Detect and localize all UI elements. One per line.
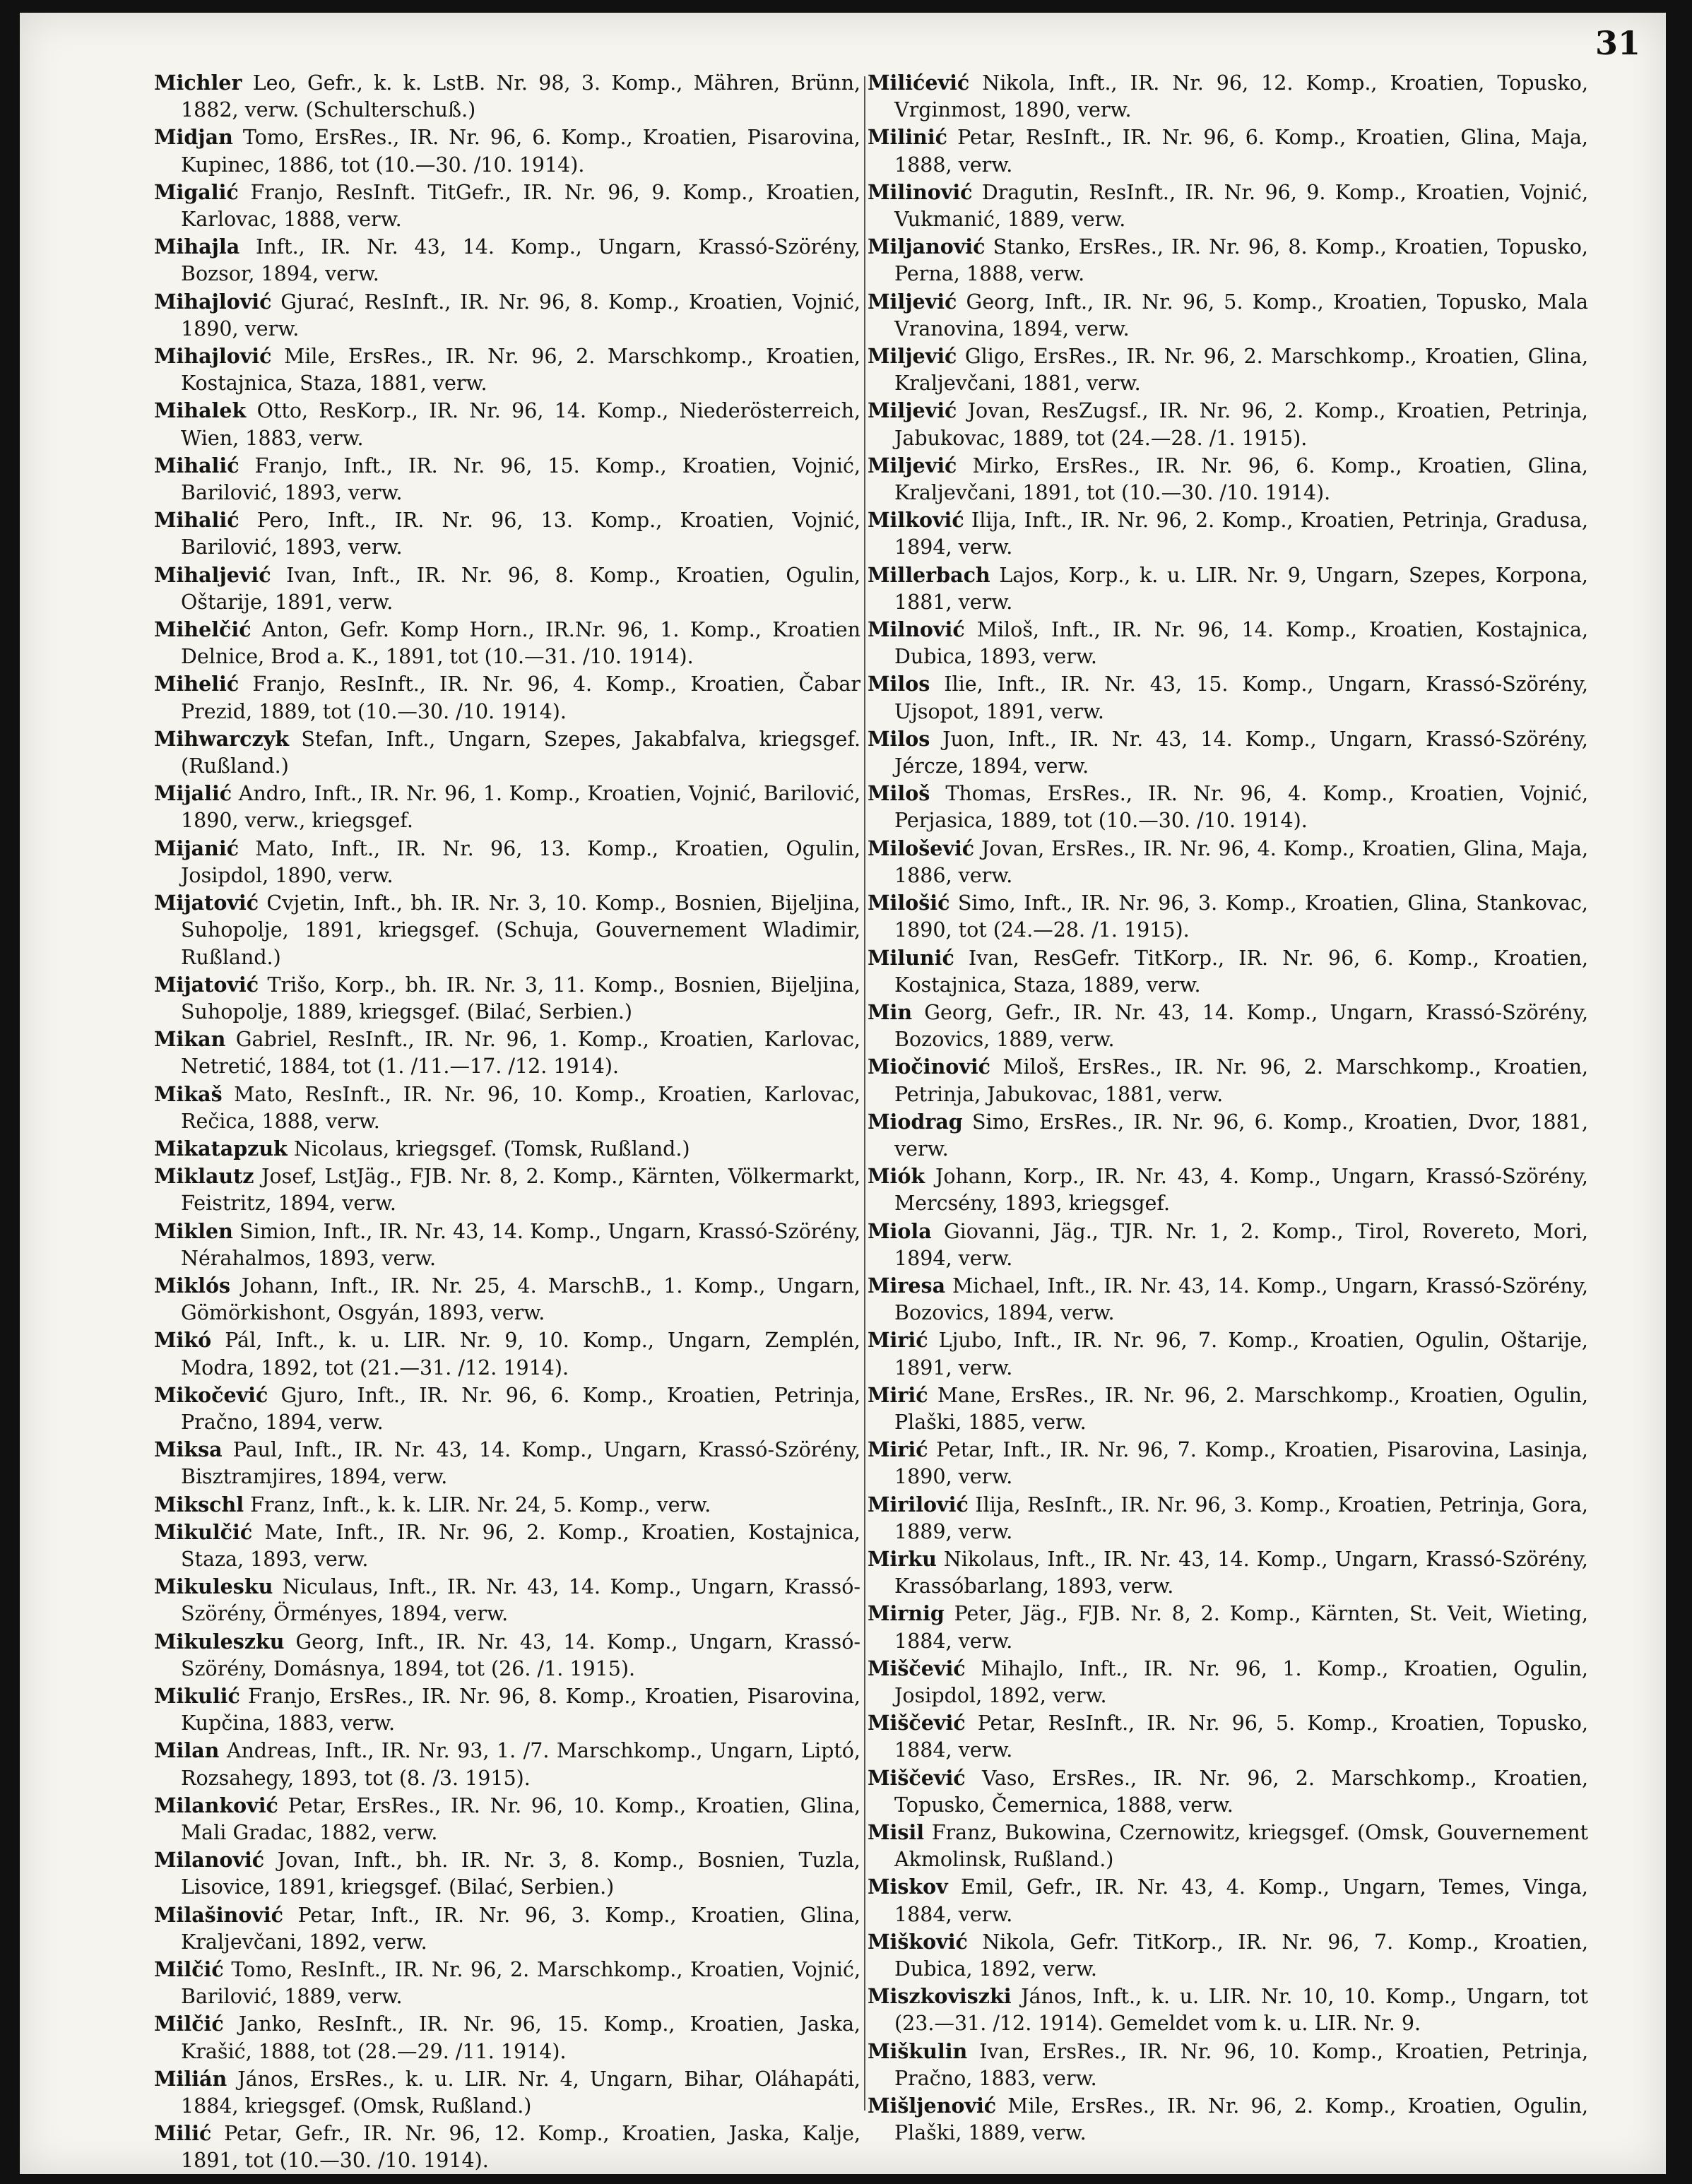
entry-surname: Miksa (154, 1437, 223, 1462)
entry-surname: Miljević (868, 398, 957, 423)
entry-surname: Mihalek (154, 398, 247, 423)
entry-details: Ivan, Inft., IR. Nr. 96, 8. Komp., Kroatien, Ogulin, Oštarije, 1891, verw. (181, 563, 860, 614)
entry-surname: Milinić (868, 125, 947, 150)
entry-surname: Midjan (154, 125, 233, 150)
register-entry (154, 2010, 860, 2065)
entry-surname: Milošić (868, 891, 950, 915)
entry-surname: Mirić (868, 1437, 928, 1462)
entry-surname: Mikó (154, 1328, 212, 1353)
entry-details: Georg, Gefr., IR. Nr. 43, 14. Komp., Ungarn, Krassó-Szörény, Bozovics, 1889, verw. (894, 1000, 1589, 1052)
entry-surname: Mihelčić (154, 617, 252, 642)
entry-surname: Mikaš (154, 1081, 223, 1106)
register-entry (154, 343, 860, 397)
entry-surname: Milanović (154, 1848, 265, 1873)
entry-surname: Miočinović (868, 1055, 991, 1079)
register-entry (868, 179, 1588, 233)
register-entry (154, 1519, 860, 1573)
register-entry (154, 1135, 860, 1163)
entry-surname: Miščević (868, 1765, 966, 1790)
entry-surname: Mirnig (868, 1601, 945, 1626)
entry-details: Georg, Inft., IR. Nr. 43, 14. Komp., Ungarn, Krassó-Szörény, Domásnya, 1894, tot (26. /1. 1915). (181, 1630, 861, 1680)
entry-details: Jovan, ErsRes., IR. Nr. 96, 4. Komp., Kroatien, Glina, Maja, 1886, verw. (894, 836, 1589, 887)
entry-details: Petar, ResInft., IR. Nr. 96, 5. Komp., Kroatien, Topusko, 1884, verw. (894, 1711, 1589, 1762)
entry-details: Petar, ResInft., IR. Nr. 96, 6. Komp., Kroatien, Glina, Maja, 1888, verw. (894, 126, 1588, 177)
register-entry (154, 1846, 860, 1901)
entry-surname: Mikuleszku (154, 1629, 285, 1654)
entry-surname: Mihaljević (154, 562, 271, 587)
entry-details: Mato, ResInft., IR. Nr. 96, 10. Komp., Kroatien, Karlovac, Rečica, 1888, verw. (181, 1082, 860, 1133)
entry-details: Mane, ErsRes., IR. Nr. 96, 2. Marschkomp., Kroatien, Ogulin, Plaški, 1885, verw. (894, 1383, 1589, 1434)
entry-details: Petar, ErsRes., IR. Nr. 96, 10. Komp., Kroatien, Glina, Mali Gradac, 1882, verw. (181, 1793, 860, 1844)
entry-details: Ilie, Inft., IR. Nr. 43, 15. Komp., Ungarn, Krassó-Szörény, Ujsopot, 1891, verw. (894, 672, 1588, 723)
entry-details: Mile, ErsRes., IR. Nr. 96, 2. Komp., Kroatien, Ogulin, Plaški, 1889, verw. (894, 2094, 1589, 2145)
entry-details: Ljubo, Inft., IR. Nr. 96, 7. Komp., Kroatien, Ogulin, Oštarije, 1891, verw. (894, 1329, 1588, 1379)
entry-details: Mirko, ErsRes., IR. Nr. 96, 6. Komp., Kroatien, Glina, Kraljevčani, 1891, tot (10.—30. /10. 1914). (894, 453, 1588, 505)
register-entry (868, 1819, 1588, 1873)
register-entry (868, 124, 1588, 178)
left-column (154, 69, 860, 2175)
entry-details: Michael, Inft., IR. Nr. 43, 14. Komp., Ungarn, Krassó-Szörény, Bozovics, 1894, verw. (894, 1274, 1589, 1325)
entry-details: Nicolaus, kriegsgef. (Tomsk, Rußland.) (293, 1136, 690, 1161)
entry-details: Simo, ErsRes., IR. Nr. 96, 6. Komp., Kroatien, Dvor, 1881, verw. (894, 1110, 1589, 1161)
entry-details: Vaso, ErsRes., IR. Nr. 96, 2. Marschkomp., Kroatien, Topusko, Čemernica, 1888, verw. (894, 1766, 1589, 1817)
register-entry (868, 780, 1588, 834)
register-entry (154, 1628, 860, 1682)
entry-details: Franjo, Inft., IR. Nr. 96, 15. Komp., Kroatien, Vojnić, Barilović, 1893, verw. (181, 453, 861, 505)
entry-details: Emil, Gefr., IR. Nr. 43, 4. Komp., Ungarn, Temes, Vinga, 1884, verw. (894, 1875, 1588, 1926)
entry-surname: Mirku (868, 1546, 937, 1571)
entry-surname: Milan (154, 1738, 220, 1763)
entry-details: Pál, Inft., k. u. LIR. Nr. 9, 10. Komp., Ungarn, Zemplén, Modra, 1892, tot (21.—31. /12. 1914). (181, 1329, 860, 1379)
entry-surname: Mikatapzuk (154, 1136, 288, 1161)
right-column (868, 69, 1588, 2147)
entry-details: Thomas, ErsRes., IR. Nr. 96, 4. Komp., Kroatien, Vojnić, Perjasica, 1889, tot (10.—30. /10. 1914). (894, 782, 1589, 833)
register-entry (868, 1053, 1588, 1108)
entry-surname: Mijatović (154, 972, 259, 997)
entry-details: Gabriel, ResInft., IR. Nr. 96, 1. Komp., Kroatien, Karlovac, Netretić, 1884, tot (1. /11.—17. /12. 1914). (181, 1028, 860, 1079)
register-entry (868, 835, 1588, 889)
register-entry (868, 2092, 1588, 2147)
entry-details: Paul, Inft., IR. Nr. 43, 14. Komp., Ungarn, Krassó-Szörény, Bisztramjires, 1894, verw. (181, 1438, 861, 1489)
entry-surname: Mihalić (154, 508, 239, 533)
register-entry (868, 69, 1588, 124)
entry-details: Josef, LstJäg., FJB. Nr. 8, 2. Komp., Kärnten, Völkermarkt, Feistritz, 1894, verw. (181, 1165, 861, 1216)
register-entry (868, 562, 1588, 616)
entry-details: Stefan, Inft., Ungarn, Szepes, Jakabfalva, kriegsgef. (Rußland.) (181, 727, 860, 778)
entry-surname: Mijatović (154, 891, 259, 915)
register-entry (868, 1709, 1588, 1764)
entry-details: Johann, Korp., IR. Nr. 43, 4. Komp., Ungarn, Krassó-Szörény, Mercsény, 1893, kriegsgef. (894, 1165, 1588, 1216)
entry-details: Petar, Inft., IR. Nr. 96, 3. Komp., Kroatien, Glina, Kraljevčani, 1892, verw. (181, 1903, 860, 1954)
entry-surname: Michler (154, 71, 242, 95)
register-entry (868, 1928, 1588, 1983)
entry-surname: Min (868, 999, 913, 1024)
entry-surname: Miškulin (868, 2038, 968, 2063)
register-entry (154, 69, 860, 124)
entry-details: Ivan, ResGefr. TitKorp., IR. Nr. 96, 6. Komp., Kroatien, Kostajnica, Staza, 1889, verw. (894, 946, 1588, 997)
entry-details: Mihajlo, Inft., IR. Nr. 96, 1. Komp., Kroatien, Ogulin, Josipdol, 1892, verw. (894, 1656, 1588, 1707)
register-entry (868, 725, 1588, 780)
entry-surname: Milković (868, 508, 964, 533)
entry-surname: Misil (868, 1820, 925, 1844)
entry-surname: Mihelić (154, 672, 239, 696)
register-entry (868, 1491, 1588, 1545)
register-entry (868, 1163, 1588, 1217)
register-entry (868, 1764, 1588, 1819)
entry-details: Anton, Gefr. Komp Horn., IR.Nr. 96, 1. Komp., Kroatien Delnice, Brod a. K., 1891, tot (10.—31. /10. 1914). (181, 618, 860, 669)
register-entry (154, 1382, 860, 1436)
entry-surname: Miklós (154, 1273, 231, 1298)
entry-details: Giovanni, Jäg., TJR. Nr. 1, 2. Komp., Tirol, Rovereto, Mori, 1894, verw. (894, 1219, 1588, 1270)
entry-details: Leo, Gefr., k. k. LstB. Nr. 98, 3. Komp., Mähren, Brünn, 1882, verw. (Schulterschuß.) (181, 71, 860, 122)
entry-surname: Milos (868, 672, 930, 696)
register-entry (154, 562, 860, 616)
page-number: 31 (1595, 24, 1640, 62)
entry-surname: Miščević (868, 1656, 966, 1680)
entry-surname: Mihajlović (154, 289, 272, 314)
entry-surname: Mihajlović (154, 344, 272, 369)
register-entry (154, 725, 860, 780)
entry-surname: Miszkoviszki (868, 1984, 1012, 2009)
register-entry (868, 1108, 1588, 1163)
register-entry (154, 1081, 860, 1135)
entry-surname: Milanković (154, 1793, 278, 1817)
entry-surname: Milašinović (154, 1902, 284, 1927)
entry-surname: Miljanović (868, 235, 986, 259)
entry-surname: Miloš (868, 781, 930, 806)
entry-surname: Miklen (154, 1218, 233, 1243)
entry-details: Nikolaus, Inft., IR. Nr. 43, 14. Komp., Ungarn, Krassó-Szörény, Krassóbarlang, 1893, verw. (894, 1547, 1588, 1598)
entry-surname: Miresa (868, 1273, 946, 1298)
entry-surname: Mihwarczyk (154, 726, 289, 751)
entry-surname: Mišković (868, 1929, 968, 1954)
entry-details: János, Inft., k. u. LIR. Nr. 10, 10. Komp., Ungarn, tot (23.—31. /12. 1914). Gemeldet vom k. u. LIR. Nr. 9. (894, 1985, 1589, 2036)
register-entry (154, 506, 860, 561)
register-entry (868, 1436, 1588, 1490)
entry-surname: Milčić (154, 1957, 224, 1982)
entry-surname: Milinović (868, 179, 973, 204)
entry-surname: Mikulesku (154, 1574, 273, 1599)
register-entry (154, 2120, 860, 2174)
entry-details: Johann, Inft., IR. Nr. 25, 4. MarschB., 1. Komp., Ungarn, Gömörkishont, Osgyán, 1893, verw. (181, 1274, 860, 1325)
entry-surname: Mijanić (154, 836, 239, 860)
entry-details: Gligo, ErsRes., IR. Nr. 96, 2. Marschkomp., Kroatien, Glina, Kraljevčani, 1881, verw. (894, 345, 1589, 396)
entry-details: Simion, Inft., IR. Nr. 43, 14. Komp., Ungarn, Krassó-Szörény, Nérahalmos, 1893, verw. (181, 1219, 861, 1270)
entry-surname: Mikan (154, 1027, 226, 1052)
register-entry (154, 1901, 860, 1956)
entry-surname: Miljević (868, 453, 957, 477)
entry-details: Peter, Jäg., FJB. Nr. 8, 2. Komp., Kärnten, St. Veit, Wieting, 1884, verw. (894, 1602, 1588, 1653)
entry-details: Lajos, Korp., k. u. LIR. Nr. 9, Ungarn, Szepes, Korpona, 1881, verw. (894, 563, 1588, 614)
entry-details: Franjo, ErsRes., IR. Nr. 96, 8. Komp., Kroatien, Pisarovina, Kupčina, 1883, verw. (181, 1684, 861, 1735)
entry-details: Juon, Inft., IR. Nr. 43, 14. Komp., Ungarn, Krassó-Szörény, Jércze, 1894, verw. (894, 727, 1588, 778)
register-entry (868, 1873, 1588, 1928)
register-entry (154, 1491, 860, 1519)
entry-surname: Milčić (154, 2012, 224, 2036)
entry-surname: Miščević (868, 1711, 966, 1735)
entry-surname: Miola (868, 1218, 932, 1243)
register-entry (154, 2065, 860, 2120)
entry-details: Nikola, Inft., IR. Nr. 96, 12. Komp., Kroatien, Topusko, Vrginmost, 1890, verw. (894, 71, 1589, 122)
entry-details: Jovan, Inft., bh. IR. Nr. 3, 8. Komp., Bosnien, Tuzla, Lisovice, 1891, kriegsgef. (Bilać, Serbien.) (181, 1848, 860, 1899)
entry-details: Jovan, ResZugsf., IR. Nr. 96, 2. Komp., Kroatien, Petrinja, Jabukovac, 1889, tot (24.—28. /1. 1915). (894, 399, 1588, 450)
document-page (20, 13, 1666, 2174)
register-entry (154, 288, 860, 343)
register-entry (868, 506, 1588, 561)
register-entry (868, 889, 1588, 944)
register-entry (154, 889, 860, 971)
register-entry (154, 452, 860, 506)
entry-details: Miloš, Inft., IR. Nr. 96, 14. Komp., Kroatien, Kostajnica, Dubica, 1893, verw. (894, 618, 1589, 669)
register-entry (868, 1382, 1588, 1436)
entry-details: Simo, Inft., IR. Nr. 96, 3. Komp., Kroatien, Glina, Stankovac, 1890, tot (24.—28. /1. 1915). (894, 891, 1588, 942)
register-entry (868, 1327, 1588, 1381)
register-entry (154, 397, 860, 451)
register-entry (868, 999, 1588, 1053)
entry-surname: Miodrag (868, 1109, 963, 1134)
entry-details: Trišo, Korp., bh. IR. Nr. 3, 11. Komp., Bosnien, Bijeljina, Suhopolje, 1889, kriegsgef. (Bilać, Serbien.) (181, 973, 860, 1023)
register-entry (154, 1327, 860, 1381)
register-entry (154, 1272, 860, 1327)
entry-details: Inft., IR. Nr. 43, 14. Komp., Ungarn, Krassó-Szörény, Bozsor, 1894, verw. (181, 235, 860, 286)
entry-surname: Mijalić (154, 781, 232, 806)
entry-surname: Migalić (154, 179, 239, 204)
entry-details: Niculaus, Inft., IR. Nr. 43, 14. Komp., Ungarn, Krassó-Szörény, Örményes, 1894, verw. (181, 1575, 861, 1626)
register-entry (154, 1737, 860, 1791)
register-entry (154, 1163, 860, 1217)
entry-details: Gjuro, Inft., IR. Nr. 96, 6. Komp., Kroatien, Petrinja, Pračno, 1894, verw. (181, 1383, 860, 1434)
entry-surname: Mirić (868, 1328, 928, 1353)
entry-surname: Miljević (868, 344, 957, 369)
entry-details: Otto, ResKorp., IR. Nr. 96, 14. Komp., Niederösterreich, Wien, 1883, verw. (181, 399, 861, 450)
register-entry (868, 288, 1588, 343)
entry-details: Georg, Inft., IR. Nr. 96, 5. Komp., Kroatien, Topusko, Mala Vranovina, 1894, verw. (894, 290, 1589, 340)
entry-surname: Miljević (868, 289, 957, 314)
register-entry (154, 971, 860, 1026)
entry-details: Ilija, Inft., IR. Nr. 96, 2. Komp., Kroatien, Petrinja, Gradusa, 1894, verw. (894, 509, 1589, 559)
entry-details: Ivan, ErsRes., IR. Nr. 96, 10. Komp., Kroatien, Petrinja, Pračno, 1883, verw. (894, 2039, 1589, 2090)
entry-details: Franz, Inft., k. k. LIR. Nr. 24, 5. Komp., verw. (250, 1492, 711, 1517)
register-entry (154, 835, 860, 889)
register-entry (154, 1682, 860, 1737)
entry-surname: Mikulčić (154, 1519, 253, 1544)
entry-surname: Miskov (868, 1875, 948, 1899)
register-entry (868, 397, 1588, 451)
entry-details: Gjurać, ResInft., IR. Nr. 96, 8. Komp., Kroatien, Vojnić, 1890, verw. (181, 290, 861, 340)
entry-details: Tomo, ResInft., IR. Nr. 96, 2. Marschkomp., Kroatien, Vojnić, Barilović, 1889, verw. (181, 1958, 861, 2009)
entry-details: Miloš, ErsRes., IR. Nr. 96, 2. Marschkomp., Kroatien, Petrinja, Jabukovac, 1881, verw. (894, 1055, 1589, 1106)
entry-surname: Milos (868, 726, 930, 751)
entry-details: Petar, Gefr., IR. Nr. 96, 12. Komp., Kroatien, Jaska, Kalje, 1891, tot (10.—30. /10. 1914). (181, 2122, 860, 2173)
entry-details: Cvjetin, Inft., bh. IR. Nr. 3, 10. Komp., Bosnien, Bijeljina, Suhopolje, 1891, kriegsgef. (Schuja, Gouvernement Wladimir, Rußland.) (181, 891, 860, 969)
register-entry (868, 944, 1588, 999)
column-divider (864, 76, 865, 2111)
entry-details: Tomo, ErsRes., IR. Nr. 96, 6. Komp., Kroatien, Pisarovina, Kupinec, 1886, tot (10.—30. /10. 1914). (181, 126, 860, 177)
entry-surname: Mirić (868, 1382, 928, 1407)
register-entry (868, 1983, 1588, 2037)
register-entry (868, 1272, 1588, 1327)
entry-surname: Milić (154, 2121, 212, 2146)
entry-surname: Mišljenović (868, 2094, 997, 2118)
entry-details: Franjo, ResInft. TitGefr., IR. Nr. 96, 9. Komp., Kroatien, Karlovac, 1888, verw. (181, 180, 860, 232)
entry-details: Nikola, Gefr. TitKorp., IR. Nr. 96, 7. Komp., Kroatien, Dubica, 1892, verw. (894, 1930, 1589, 1981)
entry-details: Stanko, ErsRes., IR. Nr. 96, 8. Komp., Kroatien, Topusko, Perna, 1888, verw. (894, 235, 1588, 286)
register-entry (868, 616, 1588, 670)
entry-details: Mile, ErsRes., IR. Nr. 96, 2. Marschkomp., Kroatien, Kostajnica, Staza, 1881, verw. (181, 345, 860, 396)
entry-surname: Miklautz (154, 1164, 254, 1189)
register-entry (154, 670, 860, 725)
register-entry (154, 1436, 860, 1490)
entry-surname: Milošević (868, 836, 975, 860)
entry-details: Janko, ResInft., IR. Nr. 96, 15. Komp., Kroatien, Jaska, Krašić, 1888, tot (28.—29. /11. 1914). (181, 2012, 860, 2063)
entry-details: Mato, Inft., IR. Nr. 96, 13. Komp., Kroatien, Ogulin, Josipdol, 1890, verw. (181, 836, 861, 887)
register-entry (868, 1600, 1588, 1654)
entry-details: Ilija, ResInft., IR. Nr. 96, 3. Komp., Kroatien, Petrinja, Gora, 1889, verw. (894, 1492, 1588, 1543)
register-entry (154, 1573, 860, 1627)
entry-surname: Mihajla (154, 235, 240, 259)
entry-surname: Milnović (868, 617, 965, 642)
entry-surname: Mikulić (154, 1683, 240, 1708)
register-entry (868, 233, 1588, 287)
register-entry (868, 670, 1588, 725)
register-entry (154, 233, 860, 287)
register-entry (868, 1545, 1588, 1600)
entry-details: Mate, Inft., IR. Nr. 96, 2. Komp., Kroatien, Kostajnica, Staza, 1893, verw. (181, 1520, 860, 1571)
entry-details: Franjo, ResInft., IR. Nr. 96, 4. Komp., Kroatien, Čabar Prezid, 1889, tot (10.—30. /10. 1914). (181, 672, 861, 723)
entry-details: Andro, Inft., IR. Nr. 96, 1. Komp., Kroatien, Vojnić, Barilović, 1890, verw., kriegsgef. (181, 782, 860, 833)
entry-surname: Millerbach (868, 562, 990, 587)
entry-details: Dragutin, ResInft., IR. Nr. 96, 9. Komp., Kroatien, Vojnić, Vukmanić, 1889, verw. (894, 180, 1588, 232)
register-entry (154, 1026, 860, 1080)
register-entry (868, 2038, 1588, 2092)
entry-surname: Milunić (868, 945, 954, 970)
register-entry (154, 179, 860, 233)
register-entry (154, 1218, 860, 1272)
register-entry (154, 124, 860, 178)
register-entry (868, 1218, 1588, 1272)
entry-details: Petar, Inft., IR. Nr. 96, 7. Komp., Kroatien, Pisarovina, Lasinja, 1890, verw. (894, 1438, 1588, 1489)
entry-surname: Milićević (868, 71, 970, 95)
register-entry (154, 616, 860, 670)
entry-details: János, ErsRes., k. u. LIR. Nr. 4, Ungarn, Bihar, Oláhapáti, 1884, kriegsgef. (Omsk, Rußland.) (181, 2067, 861, 2118)
entry-details: Pero, Inft., IR. Nr. 96, 13. Komp., Kroatien, Vojnić, Barilović, 1893, verw. (181, 509, 861, 559)
register-entry (868, 452, 1588, 506)
entry-surname: Miók (868, 1164, 925, 1189)
entry-details: Andreas, Inft., IR. Nr. 93, 1. /7. Marschkomp., Ungarn, Liptó, Rozsahegy, 1893, tot (8. /3. 1915). (181, 1739, 860, 1790)
entry-surname: Mirilović (868, 1492, 969, 1517)
entry-details: Franz, Bukowina, Czernowitz, kriegsgef. (Omsk, Gouvernement Akmolinsk, Rußland.) (894, 1821, 1589, 1872)
entry-surname: Mikschl (154, 1492, 244, 1517)
register-entry (154, 1792, 860, 1846)
entry-surname: Mikočević (154, 1382, 268, 1407)
entry-surname: Mihalić (154, 453, 239, 477)
entry-surname: Milián (154, 2066, 227, 2091)
register-entry (868, 1655, 1588, 1709)
register-entry (154, 1956, 860, 2010)
register-entry (154, 780, 860, 834)
register-entry (868, 343, 1588, 397)
